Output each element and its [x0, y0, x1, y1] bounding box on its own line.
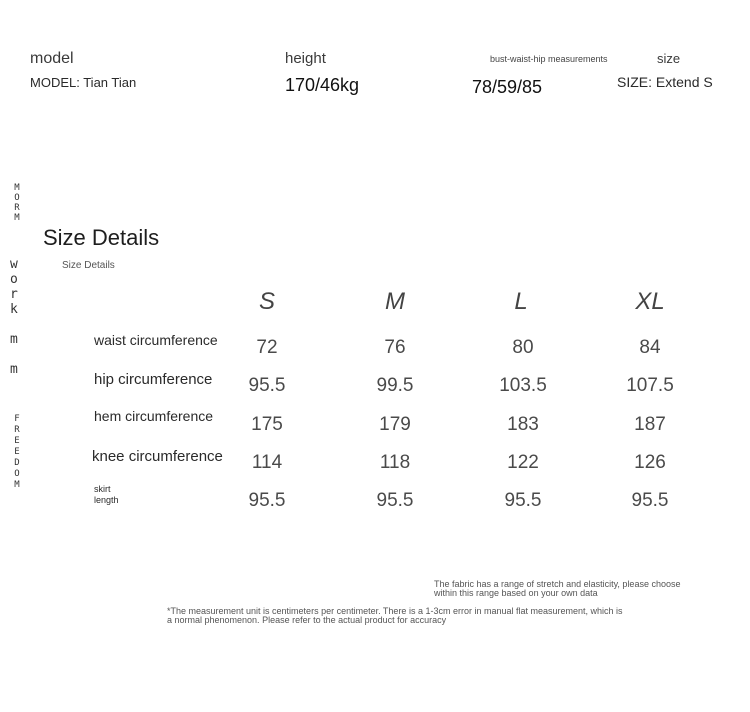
table-cell: 95.5: [248, 490, 286, 511]
table-cell: 76: [384, 337, 406, 358]
model-value: MODEL: Tian Tian: [30, 75, 137, 90]
table-cell: 99.5: [376, 375, 414, 396]
row-label-skirt-length: skirt length: [94, 484, 119, 505]
side-letter: O: [14, 469, 20, 479]
side-letter: O: [14, 193, 20, 203]
size-label: size: [657, 51, 681, 66]
side-letter: [10, 347, 24, 362]
side-letter: D: [14, 458, 20, 468]
table-cell: 118: [379, 452, 411, 473]
side-letter: M: [14, 183, 20, 193]
bwh-value: 78/59/85: [472, 77, 543, 97]
side-text-freedom: [10, 414, 24, 491]
size-header-l: L: [514, 288, 528, 315]
row-label-waist: waist circumference: [94, 332, 218, 348]
size-header-m: M: [385, 288, 405, 315]
size-header-s: S: [258, 288, 275, 315]
measurement-note: [167, 607, 623, 625]
page-title: Size Details: [43, 225, 160, 250]
side-letter: m: [10, 362, 18, 377]
side-letter: E: [14, 447, 20, 457]
table-cell: 95.5: [376, 490, 414, 511]
side-letter: R: [14, 425, 20, 435]
height-value: 170/46kg: [285, 75, 360, 95]
bwh-label: bust-waist-hip measurements: [490, 54, 608, 64]
table-cell: 80: [512, 337, 534, 358]
measurement-note-line: *The measurement unit is centimeters per centimeter. There is a 1-3cm error in manual flat measurement, which is: [167, 606, 623, 616]
fabric-note-line: within this range based on your own data: [434, 588, 598, 598]
page-subtitle: Size Details: [62, 260, 115, 271]
side-letter: R: [14, 203, 20, 213]
side-text-top: [10, 183, 24, 223]
table-cell: 107.5: [626, 375, 674, 396]
side-letter: F: [14, 414, 20, 424]
size-value: SIZE: Extend S: [617, 74, 713, 90]
side-letter: r: [10, 287, 18, 302]
model-label: model: [30, 50, 74, 67]
side-letter: w: [10, 257, 18, 272]
side-letter: k: [10, 302, 18, 317]
size-header-xl: XL: [635, 288, 665, 315]
height-label: height: [285, 50, 326, 67]
side-letter: o: [10, 272, 18, 287]
table-cell: 126: [634, 452, 666, 473]
table-cell: 72: [256, 337, 278, 358]
table-cell: 95.5: [631, 490, 669, 511]
table-cell: 122: [507, 452, 539, 473]
table-cell: 95.5: [248, 375, 286, 396]
measurement-note-line: a normal phenomenon. Please refer to the actual product for accuracy: [167, 615, 447, 625]
fabric-note-line: The fabric has a range of stretch and elasticity, please choose: [434, 579, 681, 589]
side-text-middle: [10, 257, 24, 377]
row-label-knee: knee circumference: [92, 448, 223, 465]
table-cell: 179: [379, 414, 411, 435]
side-letter: [10, 317, 24, 332]
side-letter: m: [10, 332, 18, 347]
table-cell: 114: [251, 452, 283, 473]
table-cell: 187: [634, 414, 666, 435]
table-cell: 103.5: [499, 375, 547, 396]
row-label-hip: hip circumference: [94, 371, 213, 388]
row-label-hem: hem circumference: [94, 408, 214, 424]
side-letter: E: [14, 436, 20, 446]
table-cell: 175: [251, 414, 283, 435]
table-cell: 84: [639, 337, 661, 358]
side-letter: M: [14, 213, 20, 223]
fabric-note: [434, 580, 680, 598]
table-cell: 95.5: [504, 490, 542, 511]
side-letter: M: [14, 480, 20, 490]
table-cell: 183: [507, 414, 539, 435]
